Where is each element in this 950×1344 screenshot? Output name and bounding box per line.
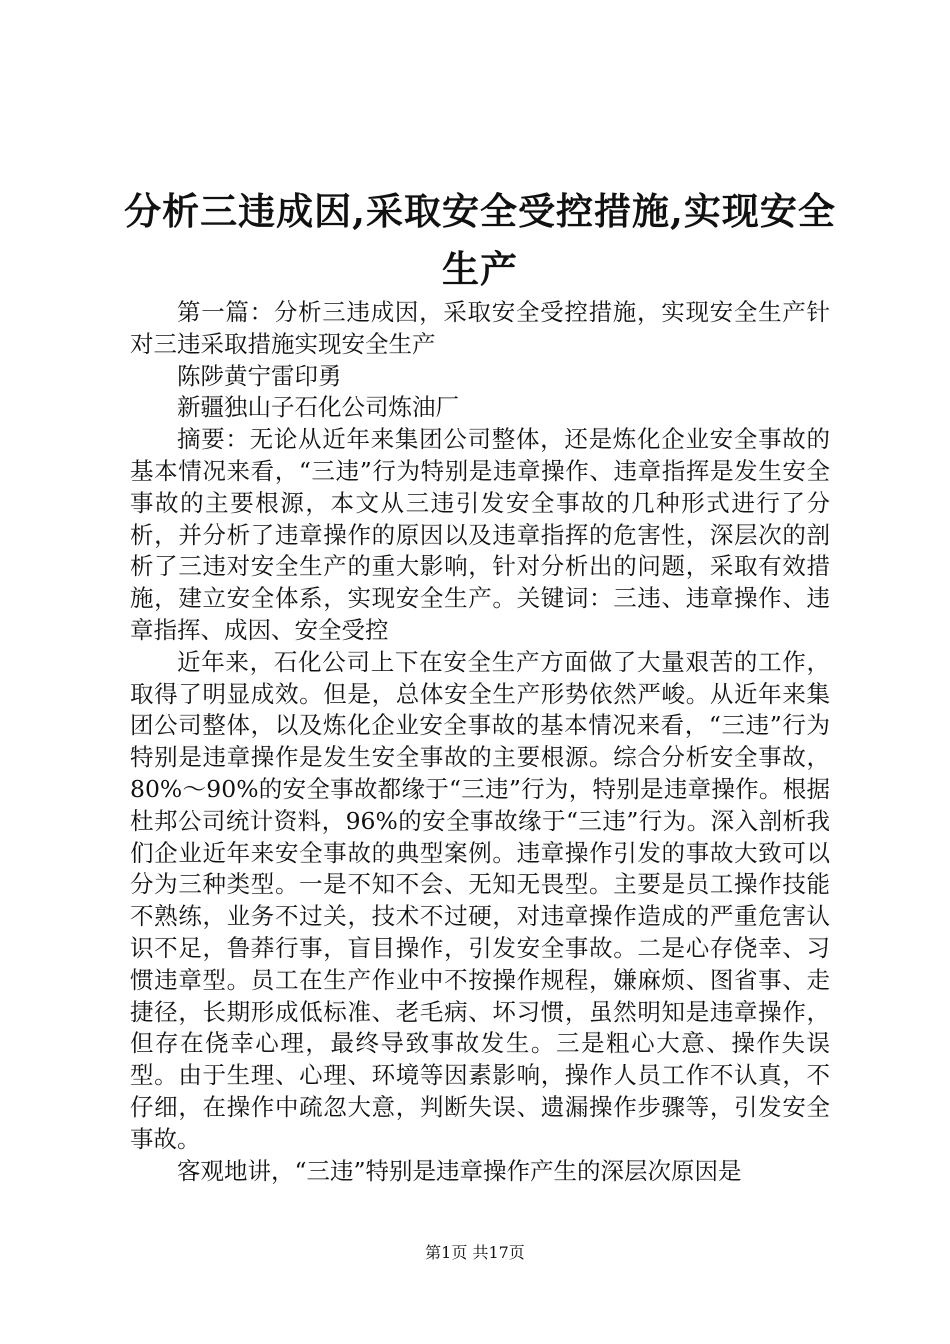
page-number-footer: 第1页 共17页 — [425, 1243, 525, 1262]
paragraph-affiliation: 新疆独山子石化公司炼油厂 — [177, 393, 459, 422]
paragraph-body: 客观地讲，“三违”特别是违章操作产生的深层次原因是 — [177, 1156, 742, 1185]
paragraph-abstract: 摘要：无论从近年来集团公司整体，还是炼化企业安全事故的基本情况来看，“三违”行为特别是违章操作、违章指挥是发生安全事故的主要根源，本文从三违引发安全事故的几种形式进行了分析，并分析了违章操作的原因以及违章指挥的危害性，深层次的剖析了三违对安全生产的重大影响，针对分析出的问题，采取有效措施，建立安全体系，实现安全生产。关键词：三违、违章操作、违章指挥、成因、安全受控 — [130, 425, 830, 644]
paragraph-heading: 第一篇：分析三违成因，采取安全受控措施，实现安全生产针对三违采取措施实现安全生产 — [130, 298, 830, 358]
paragraph-body: 近年来，石化公司上下在安全生产方面做了大量艰苦的工作，取得了明显成效。但是，总体安全生产形势依然严峻。从近年来集团公司整体，以及炼化企业安全事故的基本情况来看，“三违”行为特别是违章操作是发生安全事故的主要根源。综合分析安全事故，80%～90%的安全事故都缘于“三违”行为，特别是违章操作。根据杜邦公司统计资料，96%的安全事故缘于“三违”行为。深入剖析我们企业近年来安全事故的典型案例。违章操作引发的事故大致可以分为三种类型。一是不知不会、无知无畏型。主要是员工操作技能不熟练，业务不过关，技术不过硬，对违章操作造成的严重危害认识不足，鲁莽行事，盲目操作，引发安全事故。二是心存侥幸、习惯违章型。员工在生产作业中不按操作规程，嫌麻烦、图省事、走捷径，长期形成低标准、老毛病、坏习惯，虽然明知是违章操作，但存在侥幸心理，最终导致事故发生。三是粗心大意、操作失误型。由于生理、心理、环境等因素影响，操作人员工作不认真，不仔细，在操作中疏忽大意，判断失误、遗漏操作步骤等，引发安全事故。 — [130, 647, 830, 1153]
document-body — [130, 297, 830, 1187]
document-title: 分析三违成因,采取安全受控措施,实现安全生产 — [124, 189, 836, 291]
paragraph-authors: 陈陟黄宁雷印勇 — [177, 361, 342, 390]
